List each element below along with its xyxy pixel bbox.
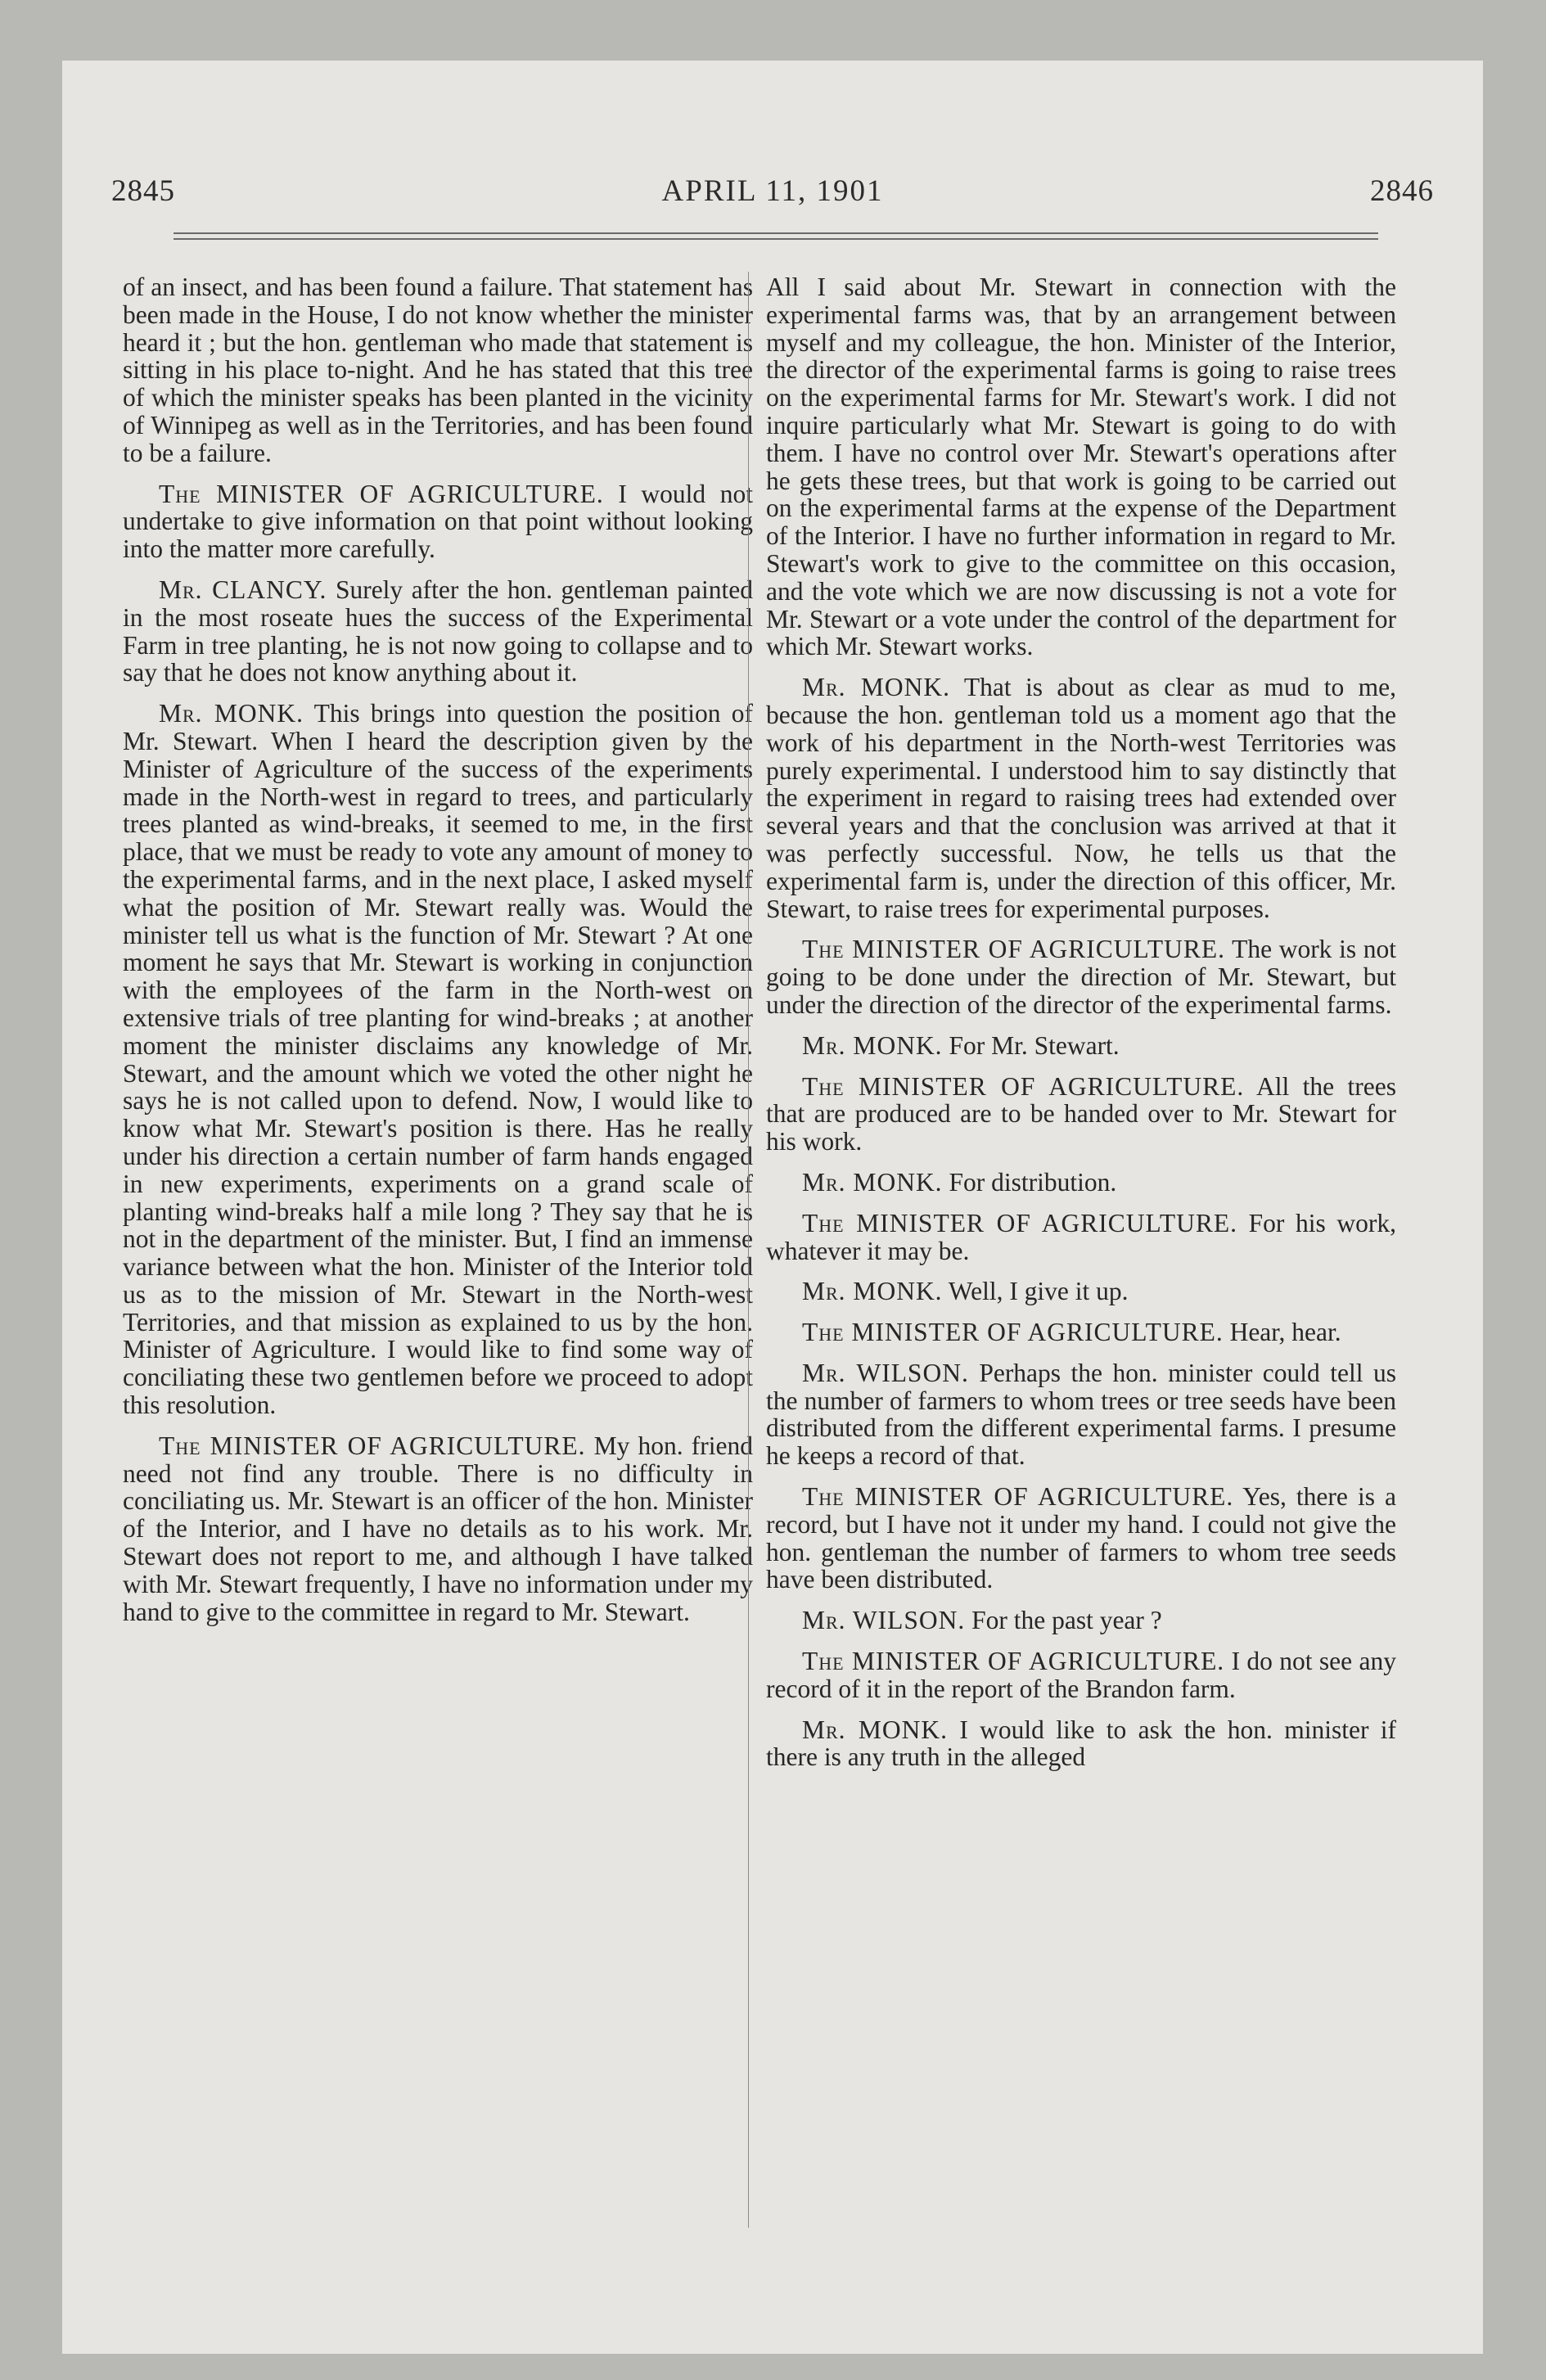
right-page-number: 2846 xyxy=(1370,174,1434,208)
header-rule-top xyxy=(174,232,1378,234)
right-column xyxy=(766,273,1396,1784)
paragraph xyxy=(766,1032,1396,1060)
speaker: The MINISTER OF AGRICULTURE. xyxy=(802,1318,1224,1347)
paragraph xyxy=(123,1432,753,1626)
paragraph-text: Perhaps the hon. minister could tell us the number of farmers to whom trees or tree seeds have been distributed from the different experimental farms. I presume he keeps a record of that. xyxy=(766,1358,1396,1471)
paragraph-text: All the trees that are produced are to be handed over to Mr. Stewart for his work. xyxy=(766,1071,1396,1156)
speaker: Mr. MONK. xyxy=(802,1030,943,1060)
paragraph-text: of an insect, and has been found a failure. That statement has been made in the House, I do not know whether the minister heard it ; but the hon. gentleman who made that statement is sitting in his place to-night. And he has stated that this tree of which the minister speaks has been planted in the vicinity of Winnipeg as well as in the Territories, and has been found to be a failure. xyxy=(123,273,753,467)
paragraph-text: The work is not going to be done under the direction of Mr. Stewart, but under the direction of the director of the experimental farms. xyxy=(766,935,1396,1019)
page-header xyxy=(111,174,1434,214)
paragraph xyxy=(766,674,1396,922)
paragraph xyxy=(766,935,1396,1018)
left-page-number: 2845 xyxy=(111,174,175,208)
left-column xyxy=(123,273,753,1639)
paragraph-text: For the past year ? xyxy=(971,1606,1162,1635)
paragraph-text: All I said about Mr. Stewart in connection with the experimental farms was, that by an arrangement between myself and my colleague, the hon. Minister of the Interior, the director of the experimental farms is going to raise trees on the experimental farms for Mr. Stewart's work. I did not inquire particularly what Mr. Stewart is going to do with them. I have no control over Mr. Stewart's operations after he gets these trees, but that work is going to be carried out on the experimental farms at the expense of the Department of the Interior. I have no further information in regard to Mr. Stewart's work to give to the committee on this occasion, and the vote which we are now discussing is not a vote for Mr. Stewart or a vote under the control of the department for which Mr. Stewart works. xyxy=(766,273,1396,661)
paragraph xyxy=(123,273,753,467)
speaker: Mr. MONK. xyxy=(159,699,304,728)
paragraph xyxy=(766,1716,1396,1772)
speaker: The MINISTER OF AGRICULTURE. xyxy=(802,1482,1234,1512)
paragraph xyxy=(766,1607,1396,1634)
paragraph xyxy=(766,1073,1396,1156)
page-date: APRIL 11, 1901 xyxy=(661,174,884,208)
speaker: Mr. WILSON. xyxy=(802,1606,966,1635)
paragraph xyxy=(766,1648,1396,1703)
speaker: The MINISTER OF AGRICULTURE. xyxy=(802,935,1225,964)
paragraph-text: Yes, there is a record, but I have not it under my hand. I could not give the hon. gentleman the number of farmers to whom tree seeds have been distributed. xyxy=(766,1482,1396,1594)
speaker: Mr. MONK. xyxy=(802,1167,943,1197)
paragraph xyxy=(766,1483,1396,1593)
paragraph xyxy=(123,700,753,1419)
speaker: The MINISTER OF AGRICULTURE. xyxy=(159,479,604,508)
paragraph-text: For his work, whatever it may be. xyxy=(766,1208,1397,1265)
paragraph-text: I would not undertake to give information on that point without looking into the matter more carefully. xyxy=(123,479,753,564)
paragraph-text: Well, I give it up. xyxy=(948,1277,1129,1306)
paragraph xyxy=(766,273,1396,660)
paragraph-text: I would like to ask the hon. minister if there is any truth in the alleged xyxy=(766,1715,1396,1772)
paragraph-text: Surely after the hon. gentleman painted in the most roseate hues the success of the Experimental Farm in tree planting, he is not now going to collapse and to say that he does not know anything about it. xyxy=(123,575,753,687)
paragraph-text: For distribution. xyxy=(949,1167,1117,1197)
paragraph-text: For Mr. Stewart. xyxy=(949,1030,1120,1060)
paragraph xyxy=(766,1210,1396,1265)
speaker: The MINISTER OF AGRICULTURE. xyxy=(802,1208,1237,1237)
speaker: The MINISTER OF AGRICULTURE. xyxy=(802,1647,1225,1676)
paragraph xyxy=(123,576,753,687)
paragraph xyxy=(766,1169,1396,1197)
speaker: The MINISTER OF AGRICULTURE. xyxy=(802,1071,1245,1101)
speaker: Mr. CLANCY. xyxy=(159,575,327,604)
speaker: Mr. MONK. xyxy=(802,673,951,702)
page-sheet xyxy=(62,61,1483,2354)
column-divider xyxy=(748,272,749,2228)
speaker: Mr. WILSON. xyxy=(802,1358,969,1387)
paragraph-text: This brings into question the position of Mr. Stewart. When I heard the description given by the Minister of Agriculture of the success of the experiments made in the North-west in regard to trees, and particularly trees planted as wind-breaks, it seemed to me, in the first place, that we must be ready to vote any amount of money to the experimental farms, and in the next place, I asked myself what the position of Mr. Stewart really was. Would the minister tell us what is the function of Mr. Stewart ? At one moment he says that Mr. Stewart is working in conjunction with the employees of the farm in the North-west on extensive trials of tree planting for wind-breaks ; at another moment the minister disclaims any knowledge of Mr. Stewart, and the amount which we voted the other night he says he is not called upon to defend. Now, I would like to know what Mr. Stewart's position is there. Has he really under his direction a certain number of farm hands engaged in new experiments, experiments on a grand scale of planting wind-breaks half a mile long ? They say that he is not in the department of the minister. But, I find an immense variance between what the hon. Minister of the Interior told us as to the mission of Mr. Stewart in the North-west Territories, and that mission as explained to us by the hon. Minister of Agriculture. I would like to find some way of conciliating these two gentlemen before we proceed to adopt this resolution. xyxy=(123,699,753,1420)
speaker: The MINISTER OF AGRICULTURE. xyxy=(159,1431,586,1460)
paragraph xyxy=(766,1359,1396,1470)
speaker: Mr. MONK. xyxy=(802,1277,943,1306)
paragraph-text: Hear, hear. xyxy=(1229,1318,1341,1347)
paragraph-text: My hon. friend need not find any trouble. There is no difficulty in conciliating us. Mr. Stewart is an officer of the hon. Minister of the Interior, and I have no details as to his work. Mr. Stewart does not report to me, and although I have talked with Mr. Stewart frequently, I have no information under my hand to give to the committee in regard to Mr. Stewart. xyxy=(123,1431,753,1626)
paragraph xyxy=(123,480,753,563)
paragraph xyxy=(766,1318,1396,1346)
speaker: Mr. MONK. xyxy=(802,1715,949,1744)
paragraph xyxy=(766,1278,1396,1305)
paragraph-text: That is about as clear as mud to me, because the hon. gentleman told us a moment ago that the work of his department in the North-west Territories was purely experimental. I understood him to say distinctly that the experiment in regard to raising trees had extended over several years and that the conclusion was arrived at that it was perfectly successful. Now, he tells us that the experimental farm is, under the direction of this officer, Mr. Stewart, to raise trees for experimental purposes. xyxy=(766,673,1397,923)
paragraph-text: I do not see any record of it in the report of the Brandon farm. xyxy=(766,1647,1396,1703)
header-rule-bottom xyxy=(174,238,1378,240)
